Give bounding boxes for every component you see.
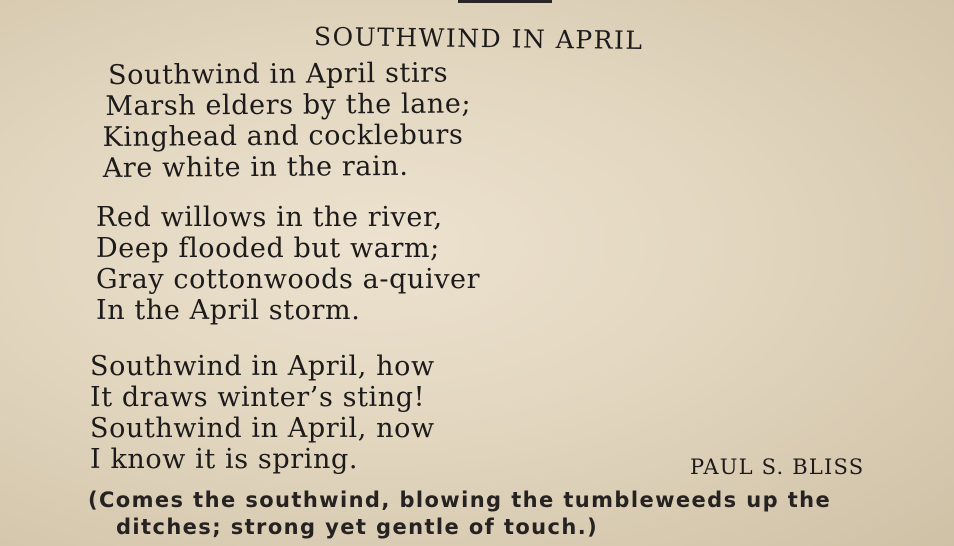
stanza-1 (102, 57, 472, 184)
poem-line: Kinghead and cockleburs (102, 119, 464, 153)
stanza-3 (90, 351, 435, 475)
editorial-note (88, 487, 831, 541)
poem-line: I know it is spring. (90, 444, 359, 475)
poem-title: SOUTHWIND IN APRIL (313, 22, 644, 56)
note-line: (Comes the southwind, blowing the tumbleweeds up the (88, 488, 832, 512)
poem-line: Southwind in April, now (90, 413, 435, 444)
poem-line: Southwind in April stirs (107, 57, 449, 91)
poem-line: Are white in the rain. (102, 150, 409, 184)
poem-line: Marsh elders by the lane; (105, 88, 472, 122)
poem-line: Southwind in April, how (90, 351, 435, 382)
note-line: ditches; strong yet gentle of touch.) (116, 515, 599, 539)
poem-line: Gray cottonwoods a-quiver (96, 264, 481, 295)
author-name: PAUL S. BLISS (690, 455, 865, 479)
poem-line: In the April storm. (96, 295, 361, 326)
top-rule-divider (458, 0, 552, 3)
poem-line: It draws winter’s sting! (90, 382, 426, 413)
poem-line: Deep flooded but warm; (96, 233, 440, 264)
stanza-2 (96, 202, 480, 326)
poem-line: Red willows in the river, (96, 202, 443, 233)
